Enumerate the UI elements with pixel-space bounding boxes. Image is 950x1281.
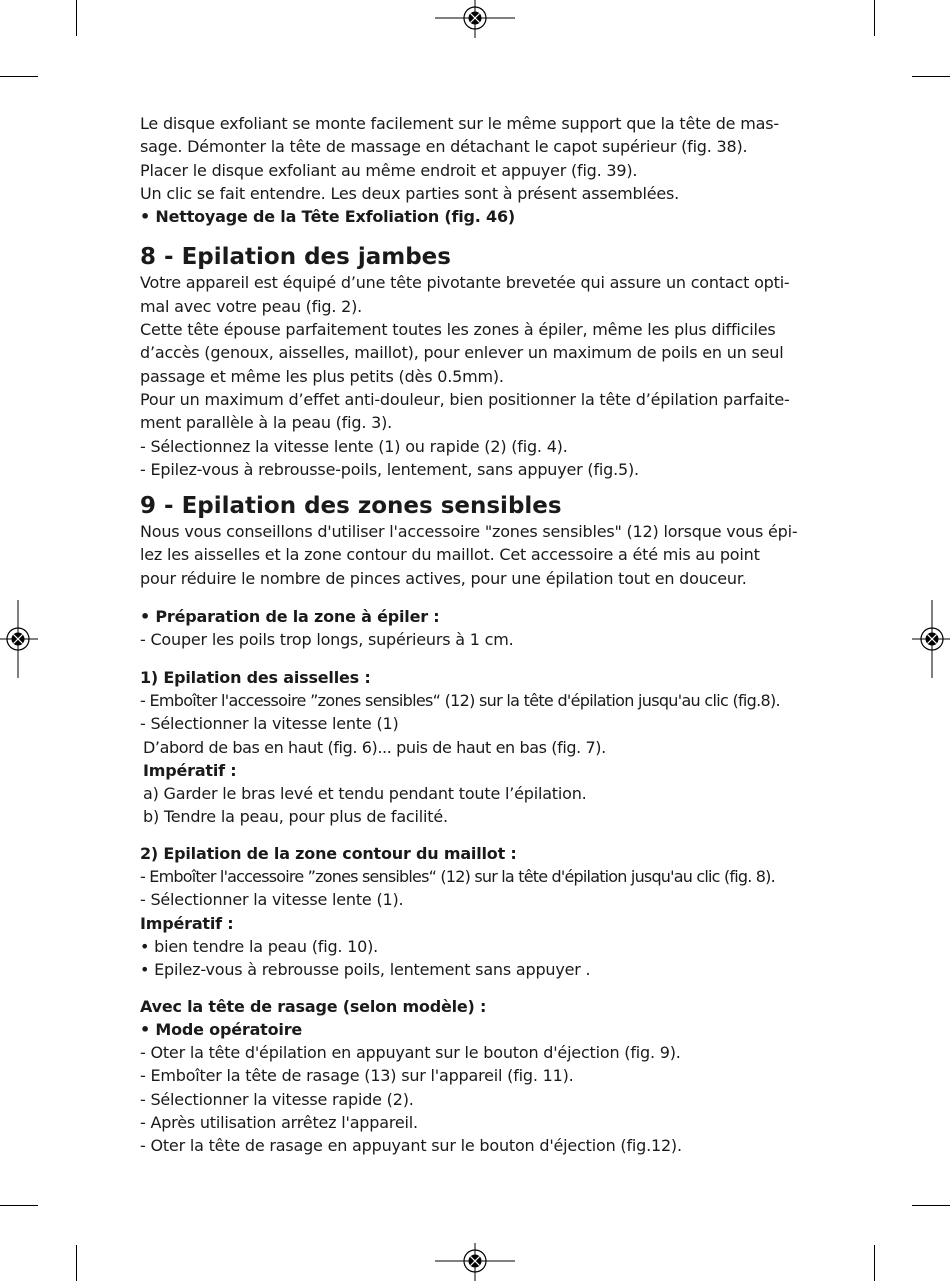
- rasage-heading: Avec la tête de rasage (selon modèle) :: [140, 996, 487, 1016]
- maillot-imperatif-line: • bien tendre la peau (fig. 10).: [140, 936, 379, 956]
- aisselles-line: D’abord de bas en haut (fig. 6)... puis de haut en bas (fig. 7).: [143, 737, 606, 757]
- crop-mark-bottom-right-vertical: [874, 1245, 875, 1281]
- intro-line: sage. Démonter la tête de massage en détachant le capot supérieur (fig. 38).: [140, 137, 748, 157]
- intro-line: Un clic se fait entendre. Les deux parties sont à présent assemblées.: [140, 183, 680, 203]
- section-9-line: lez les aisselles et la zone contour du maillot. Cet accessoire a été mis au point: [140, 545, 760, 565]
- aisselles-line: - Sélectionner la vitesse lente (1): [140, 714, 399, 734]
- rasage-line: - Sélectionner la vitesse rapide (2).: [140, 1089, 414, 1109]
- crop-mark-bottom-right-horizontal: [912, 1205, 950, 1206]
- rasage-line: - Emboîter la tête de rasage (13) sur l'appareil (fig. 11).: [140, 1066, 574, 1086]
- rasage-mode-heading: • Mode opératoire: [140, 1019, 303, 1039]
- rasage-line: - Oter la tête d'épilation en appuyant sur le bouton d'éjection (fig. 9).: [140, 1043, 681, 1063]
- crop-mark-bottom-left-horizontal: [0, 1205, 38, 1206]
- registration-mark-icon: [912, 600, 950, 678]
- section-8-line: mal avec votre peau (fig. 2).: [140, 296, 362, 316]
- section-8-line: d’accès (genoux, aisselles, maillot), pour enlever un maximum de poils en un seul: [140, 343, 784, 363]
- intro-bullet-heading: • Nettoyage de la Tête Exfoliation (fig. 46): [140, 207, 516, 227]
- section-8-line: Votre appareil est équipé d’une tête pivotante brevetée qui assure un contact opti-: [140, 273, 790, 293]
- preparation-line: - Couper les poils trop longs, supérieurs à 1 cm.: [140, 630, 514, 650]
- registration-mark-icon: [435, 0, 515, 38]
- crop-mark-bottom-left-vertical: [76, 1245, 77, 1281]
- intro-line: Placer le disque exfoliant au même endroit et appuyer (fig. 39).: [140, 160, 638, 180]
- crop-mark-top-left-horizontal: [0, 76, 38, 77]
- aisselles-line: - Emboîter l'accessoire ”zones sensibles“ (12) sur la tête d'épilation jusqu'au clic (fig.8).: [140, 690, 780, 710]
- section-8-line: Cette tête épouse parfaitement toutes les zones à épiler, même les plus difficiles: [140, 320, 776, 340]
- rasage-line: - Après utilisation arrêtez l'appareil.: [140, 1112, 418, 1132]
- section-9-line: pour réduire le nombre de pinces actives, pour une épilation tout en douceur.: [140, 568, 747, 588]
- section-9-title: 9 - Epilation des zones sensibles: [140, 493, 562, 520]
- maillot-imperatif-line: • Epilez-vous à rebrousse poils, lentement sans appuyer .: [140, 960, 591, 980]
- section-8-line: - Sélectionnez la vitesse lente (1) ou rapide (2) (fig. 4).: [140, 436, 568, 456]
- maillot-line: - Sélectionner la vitesse lente (1).: [140, 890, 404, 910]
- aisselles-heading: 1) Epilation des aisselles :: [140, 667, 371, 687]
- rasage-line: - Oter la tête de rasage en appuyant sur le bouton d'éjection (fig.12).: [140, 1136, 682, 1156]
- section-8-line: ment parallèle à la peau (fig. 3).: [140, 413, 392, 433]
- registration-mark-icon: [0, 600, 38, 678]
- section-8-line: passage et même les plus petits (dès 0.5mm).: [140, 366, 504, 386]
- maillot-heading: 2) Epilation de la zone contour du maillot :: [140, 843, 517, 863]
- intro-line: Le disque exfoliant se monte facilement sur le même support que la tête de mas-: [140, 114, 779, 133]
- crop-mark-top-left-vertical: [76, 0, 77, 36]
- preparation-heading: • Préparation de la zone à épiler :: [140, 607, 440, 627]
- section-8-title: 8 - Epilation des jambes: [140, 244, 451, 271]
- crop-mark-top-right-vertical: [874, 0, 875, 36]
- registration-mark-icon: [435, 1243, 515, 1281]
- crop-mark-top-right-horizontal: [912, 76, 950, 77]
- section-9-line: Nous vous conseillons d'utiliser l'accessoire "zones sensibles" (12) lorsque vous épi-: [140, 522, 798, 542]
- page-content: [140, 112, 840, 1158]
- aisselles-imperatif-line: b) Tendre la peau, pour plus de facilité.: [143, 807, 448, 827]
- maillot-line: - Emboîter l'accessoire ”zones sensibles“ (12) sur la tête d'épilation jusqu'au clic (fig. 8).: [140, 867, 775, 887]
- maillot-imperatif-heading: Impératif :: [140, 913, 234, 933]
- aisselles-imperatif-heading: Impératif :: [143, 760, 237, 780]
- aisselles-imperatif-line: a) Garder le bras levé et tendu pendant toute l’épilation.: [143, 784, 587, 804]
- section-8-line: Pour un maximum d’effet anti-douleur, bien positionner la tête d’épilation parfaite-: [140, 389, 790, 409]
- section-8-line: - Epilez-vous à rebrousse-poils, lentement, sans appuyer (fig.5).: [140, 459, 639, 479]
